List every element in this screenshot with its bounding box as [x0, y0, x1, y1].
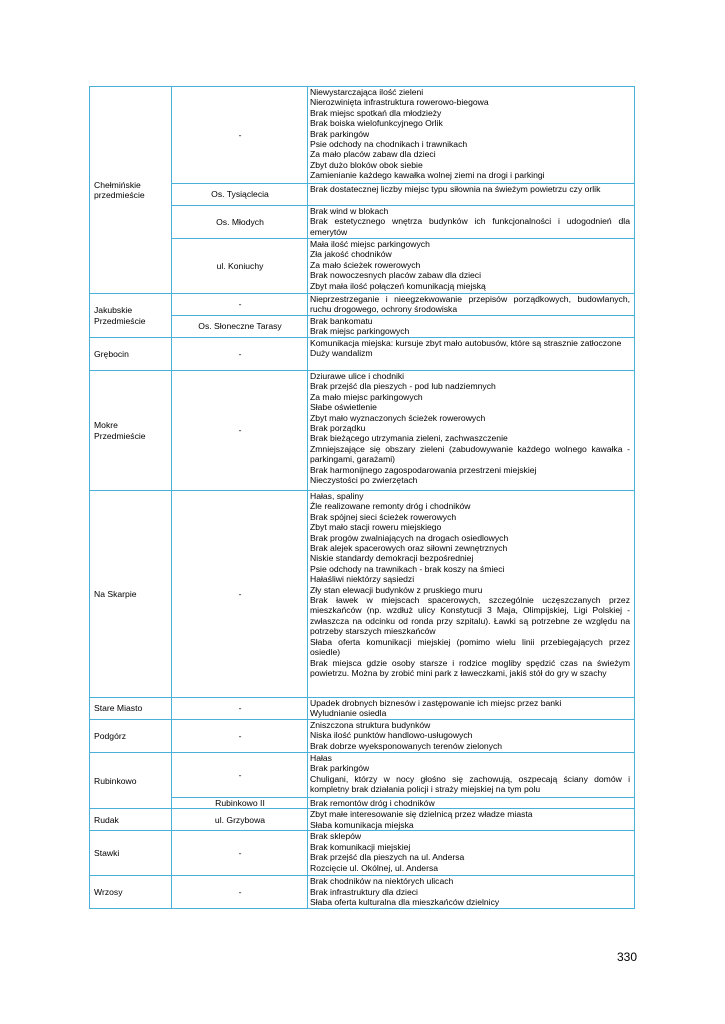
- issues-cell: [308, 720, 635, 753]
- table-row: [90, 809, 635, 831]
- table-row: [90, 876, 635, 909]
- issues-cell: [308, 876, 635, 909]
- issues-cell: [308, 371, 635, 491]
- issue-item: Za mało ścieżek rowerowych: [310, 259, 421, 270]
- district-cell: Chełmińskie przedmieście: [90, 87, 172, 294]
- issue-item: Słabe oświetlenie: [310, 402, 377, 413]
- issue-item: Zamienianie każdego kawałka wolnej ziemi na drogi i parkingi: [310, 170, 545, 181]
- issue-item: Niewystarczająca ilość zieleni: [310, 87, 424, 97]
- table-row: [90, 239, 635, 294]
- issues-cell: [308, 809, 635, 831]
- issue-item: Brak przejść dla pieszych - pod lub nadziemnych: [310, 381, 496, 392]
- issues-cell: [308, 294, 635, 316]
- issue-item: Brak dostatecznej liczby miejsc typu siłownia na świeżym powietrzu czy orlik: [310, 184, 601, 194]
- issue-item: Źle realizowane remonty dróg i chodników: [310, 501, 471, 512]
- issue-item: Dziurawe ulice i chodniki: [310, 371, 405, 381]
- subarea-cell: Os. Słoneczne Tarasy: [172, 316, 308, 338]
- issue-item: Hałas: [310, 753, 332, 763]
- issue-item: Zbyt dużo bloków obok siebie: [310, 159, 423, 170]
- issue-item: Brak nowoczesnych placów zabaw dla dzieci: [310, 270, 482, 281]
- issue-item: Chuligani, którzy w nocy głośno się zachowują, oszpecają ściany domów i kompletny brak działania policji i straży miejskiej na tym polu: [310, 773, 630, 795]
- issue-item: Brak boiska wielofunkcyjnego Orlik: [310, 118, 443, 129]
- issue-item: Brak parkingów: [310, 128, 370, 139]
- issue-item: Nierozwinięta infrastruktura rowerowo-biegowa: [310, 97, 489, 108]
- table-row: [90, 720, 635, 753]
- issue-item: Nieczystości po zwierzętach: [310, 475, 418, 486]
- subarea-cell: Rubinkowo II: [172, 798, 308, 809]
- issues-cell: [308, 316, 635, 338]
- table-body: [90, 87, 635, 909]
- issues-cell: [308, 338, 635, 371]
- table-row: [90, 294, 635, 316]
- issue-item: Brak miejsc parkingowych: [310, 326, 410, 337]
- district-cell: Podgórz: [90, 720, 172, 753]
- issue-item: Zbyt mało wyznaczonych ścieżek rowerowych: [310, 412, 486, 423]
- issue-item: Upadek drobnych biznesów i zastępowanie ich miejsc przez banki: [310, 698, 562, 708]
- table-row: [90, 798, 635, 809]
- issues-cell: [308, 206, 635, 239]
- issues-cell: [308, 184, 635, 206]
- issue-item: Brak bankomatu: [310, 316, 373, 326]
- subarea-cell: -: [172, 698, 308, 720]
- issues-cell: [308, 491, 635, 698]
- issue-item: Słaba oferta komunikacji miejskiej (pomimo wielu linii przebiegających przez osiedle): [310, 636, 630, 658]
- issue-item: Brak chodników na niektórych ulicach: [310, 876, 454, 887]
- issue-item: Brak sklepów: [310, 831, 362, 842]
- issues-cell: [308, 831, 635, 876]
- issue-item: Brak progów zwalniających na drogach osiedlowych: [310, 532, 509, 543]
- subarea-cell: -: [172, 720, 308, 753]
- subarea-cell: -: [172, 876, 308, 909]
- subarea-cell: -: [172, 371, 308, 491]
- table-row: [90, 698, 635, 720]
- subarea-cell: -: [172, 87, 308, 184]
- table-row: [90, 831, 635, 876]
- subarea-cell: -: [172, 831, 308, 876]
- district-cell: Stawki: [90, 831, 172, 876]
- subarea-cell: Os. Młodych: [172, 206, 308, 239]
- district-cell: Rubinkowo: [90, 753, 172, 809]
- issue-item: Zbyt mała ilość połączeń komunikacją miejską: [310, 280, 486, 291]
- table-row: [90, 206, 635, 239]
- issue-item: Rozcięcie ul. Okólnej, ul. Andersa: [310, 862, 439, 873]
- issue-item: Słaba oferta kulturalna dla mieszkańców dzielnicy: [310, 897, 500, 908]
- issue-item: Zła jakość chodników: [310, 249, 392, 260]
- issues-cell: [308, 698, 635, 720]
- issue-item: Za mało miejsc parkingowych: [310, 391, 423, 402]
- district-cell: Wrzosy: [90, 876, 172, 909]
- subarea-cell: -: [172, 491, 308, 698]
- issue-item: Zły stan elewacji budynków z pruskiego muru: [310, 584, 483, 595]
- district-cell: Stare Miasto: [90, 698, 172, 720]
- issue-item: Niskie standardy demokracji bezpośredniej: [310, 553, 474, 564]
- issue-item: Brak porządku: [310, 423, 366, 434]
- issue-item: Brak alejek spacerowych oraz siłowni zewnętrznych: [310, 543, 508, 554]
- issue-item: Hałas, spaliny: [310, 491, 364, 501]
- issue-item: Duży wandalizm: [310, 348, 373, 359]
- issue-item: Zbyt małe interesowanie się dzielnicą przez władze miasta: [310, 809, 533, 820]
- issue-item: Brak dobrze wyeksponowanych terenów zielonych: [310, 740, 503, 751]
- district-cell: Grębocin: [90, 338, 172, 371]
- issue-item: Za mało placów zabaw dla dzieci: [310, 149, 436, 160]
- issue-item: Nieprzestrzeganie i nieegzekwowanie przepisów porządkowych, budowlanych, ruchu drogowego, ochrony środowiska: [310, 294, 630, 315]
- issue-item: Brak estetycznego wnętrza budynków ich funkcjonalności i udogodnień dla emerytów: [310, 216, 630, 237]
- issues-cell: [308, 87, 635, 184]
- table-row: [90, 753, 635, 798]
- issue-item: Brak remontów dróg i chodników: [310, 798, 435, 808]
- table-row: [90, 371, 635, 491]
- district-cell: Rudak: [90, 809, 172, 831]
- table-row: [90, 87, 635, 184]
- issue-item: Zbyt mało stacji roweru miejskiego: [310, 522, 442, 533]
- issue-item: Wyludnianie osiedla: [310, 708, 387, 719]
- district-cell: Na Skarpie: [90, 491, 172, 698]
- subarea-cell: -: [172, 338, 308, 371]
- issue-item: Hałaśliwi niektórzy sąsiedzi: [310, 574, 415, 585]
- subarea-cell: -: [172, 294, 308, 316]
- subarea-cell: ul. Koniuchy: [172, 239, 308, 294]
- issue-item: Mała ilość miejsc parkingowych: [310, 239, 430, 249]
- issues-cell: [308, 239, 635, 294]
- table-row: [90, 316, 635, 338]
- issue-item: Zmniejszające się obszary zieleni (zabudowywanie każdego wolnego kawałka - parkingami, garażami): [310, 443, 630, 465]
- issue-item: Brak przejść dla pieszych na ul. Andersa: [310, 852, 465, 863]
- issue-item: Słaba komunikacja miejska: [310, 819, 414, 830]
- issue-item: Brak ławek w miejscach spacerowych, szczególnie uczęszczanych przez mieszkańców (np. wzdłuż ulicy Konstytucji 3 Maja, Olimpijskiej, Ligi Polskiej - zwłaszcza na odcinku od ronda przy szpitalu). Ławki są potrzebne ze względu na potrzeby starszych mieszkańców: [310, 595, 630, 637]
- issue-item: Psie odchody na trawnikach - brak koszy na śmieci: [310, 563, 505, 574]
- issue-item: Zniszczona struktura budynków: [310, 720, 431, 730]
- district-issues-table: [89, 86, 635, 909]
- issue-item: Brak harmonijnego zagospodarowania przestrzeni miejskiej: [310, 464, 537, 475]
- issue-item: Brak miejsca gdzie osoby starsze i rodzice mogliby spędzić czas na świeżym powietrzu. Można by zrobić mini park z ławeczkami, jakiś stół do gry w szachy: [310, 657, 630, 678]
- district-cell: Mokre Przedmieście: [90, 371, 172, 491]
- subarea-cell: Os. Tysiąclecia: [172, 184, 308, 206]
- issue-item: Niska ilość punktów handlowo-usługowych: [310, 730, 473, 741]
- issue-item: Brak spójnej sieci ścieżek rowerowych: [310, 511, 457, 522]
- table-row: [90, 491, 635, 698]
- issue-item: Brak miejsc spotkań dla młodzieży: [310, 107, 442, 118]
- issue-item: Brak wind w blokach: [310, 206, 389, 216]
- district-cell: Jakubskie Przedmieście: [90, 294, 172, 338]
- issues-cell: [308, 798, 635, 809]
- issue-item: Brak komunikacji miejskiej: [310, 841, 411, 852]
- issue-item: Brak bieżącego utrzymania zieleni, zachwaszczenie: [310, 433, 508, 444]
- issue-item: Brak parkingów: [310, 763, 370, 774]
- table-row: [90, 338, 635, 371]
- issue-item: Brak infrastruktury dla dzieci: [310, 886, 418, 897]
- issues-cell: [308, 753, 635, 798]
- subarea-cell: -: [172, 753, 308, 798]
- issue-item: Psie odchody na chodnikach i trawnikach: [310, 139, 468, 150]
- subarea-cell: ul. Grzybowa: [172, 809, 308, 831]
- page-number: 330: [617, 950, 638, 964]
- issue-item: Komunikacja miejska: kursuje zbyt mało autobusów, które są strasznie zatłoczone: [310, 338, 622, 348]
- table-row: [90, 184, 635, 206]
